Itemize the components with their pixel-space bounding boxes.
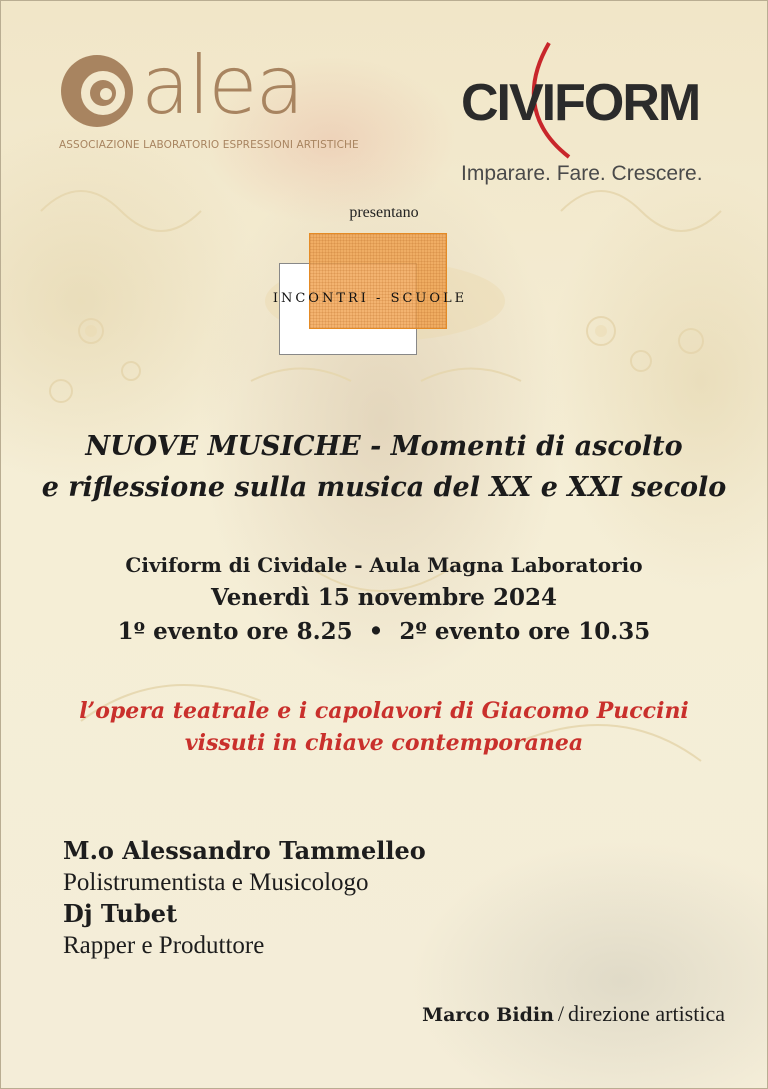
civiform-tagline: Imparare. Fare. Crescere.	[461, 162, 703, 185]
performer-name: Dj Tubet	[63, 899, 178, 928]
event-venue: Civiform di Cividale - Aula Magna Laboratorio	[125, 553, 643, 577]
alea-tagline: ASSOCIAZIONE LABORATORIO ESPRESSIONI ARTISTICHE	[59, 139, 359, 151]
event-title	[1, 426, 767, 508]
event-times: 1º evento ore 8.25 • 2º evento ore 10.35	[117, 618, 651, 645]
alea-wordmark: alea	[141, 39, 303, 132]
civiform-wordmark: CIVIFORM	[461, 74, 700, 132]
title-subtitle-part: - Momenti di ascolto	[360, 431, 683, 462]
artistic-direction-credit	[422, 1001, 725, 1027]
performer-name: M.o Alessandro Tammelleo	[63, 836, 426, 865]
subtitle-line-1: l’opera teatrale e i capolavori di Giacomo Puccini	[79, 698, 689, 724]
alea-logo	[59, 39, 379, 161]
performer-role: Polistrumentista e Musicologo	[63, 869, 369, 896]
title-main: NUOVE MUSICHE	[85, 431, 361, 462]
credit-separator: /	[557, 1001, 565, 1026]
event-date: Venerdì 15 novembre 2024	[211, 584, 557, 611]
alea-spiral-icon	[59, 51, 139, 131]
logo-orange-square	[309, 233, 447, 329]
civiform-logo	[459, 41, 729, 191]
performer-role: Rapper e Produttore	[63, 932, 265, 959]
subtitle-line-2: vissuti in chiave contemporanea	[184, 730, 584, 756]
event-subtitle	[1, 695, 767, 759]
director-name: Marco Bidin	[422, 1004, 554, 1026]
title-line-1	[1, 426, 767, 467]
event-details	[1, 549, 767, 649]
incontri-scuole-logo	[272, 233, 468, 357]
title-line-2: e riflessione sulla musica del XX e XXI secolo	[41, 472, 727, 503]
incontri-scuole-wordmark: INCONTRI - SCUOLE	[272, 291, 468, 306]
director-role: direzione artistica	[568, 1001, 725, 1026]
presentano-label: presentano	[349, 204, 419, 221]
performers-list	[63, 835, 426, 961]
